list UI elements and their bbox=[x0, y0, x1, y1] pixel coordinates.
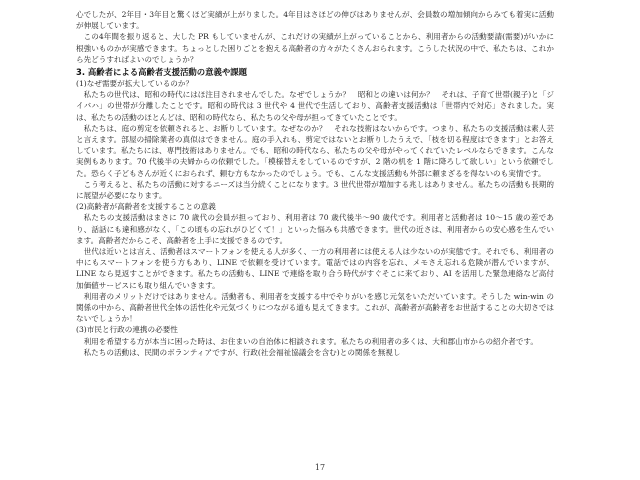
section-title: 3. 高齢者による高齢者支援活動の意義や課題 bbox=[76, 67, 248, 78]
sub3-paragraph-0: 利用を希望する方が本当に困った時は、お住まいの自治体に相談されます。私たちの利用者の多くは、大和郡山市からの紹介者です。 bbox=[83, 336, 538, 346]
sub2-paragraph-1: 世代は近いとは言え、活動者はスマートフォンを使える人が多く、一方の利用者には使える人は少ないのが実態です。それでも、利用者の中にもスマートフォンを使う方もあり、LINE で依頼を受けています。電話ではの内容を忘れ、メモさえ忘れる危険が潜んでいますが、LINE なら見返すことができます。私たちの活動も、LINE で連絡を取り合う時代がすぐそこに来ており、AI を活用した緊急連絡など高付加価値サービスにも取り組んでいきます。 bbox=[76, 247, 554, 290]
subsection-title-1: (1)なぜ需要が拡大しているのか？ bbox=[76, 79, 194, 89]
paragraph-top-1: この4年間を振り返ると、大した PR もしていませんが、これだけの実績が上がっていることから、利用者からの活動要請(需要)がいかに根強いものかが実感できます。ちょっとした困りごとを抱える高齢者の方々がたくさんおられます。こうした状況の中で、私たちは、これから先どうすればよいのでしょうか？ bbox=[76, 32, 554, 64]
sub1-paragraph-2: こう考えると、私たちの活動に対するニーズは当分続くことになります。3 世代世帯が増加する兆しはありません。私たちの活動も長期的に展望が必要になります。 bbox=[76, 179, 554, 201]
sub2-paragraph-2: 利用者のメリットだけではありません。活動者も、利用者を支援する中でやりがいを感じ元気をいただいています。そうした win-win の関係の中から、高齢者世代全体の活性化や元気づくりにつながる道も見えてきます。これが、高齢者が高齢者をお世話することの大切さではないでしょうか！ bbox=[76, 291, 554, 324]
sub1-paragraph-0: 私たちの世代は、昭和の時代にはほ注目されませんでした。なぜでしょうか？ 昭和との違いは何か？ それは、子育て世帯(親子)と「ジイバハ」の世帯が分離したことです。昭和の時代は 3 世代や 4 世代で生活しており、高齢者支援活動は「世帯内で対応」されました。実は、私たちの活動のほとんどは、昭和の時代なら、私たちの父や母が担ってきていたことです。 bbox=[76, 90, 554, 122]
paragraph-top-0: 心でしたが、2年目・3年目と驚くほど実績が上がりました。4年目はさほどの伸びはありませんが、会員数の増加傾向からみても着実に活動が伸展しています。 bbox=[76, 10, 554, 31]
subsection-title-3: (3)市民と行政の連携の必要性 bbox=[76, 325, 178, 335]
page-content bbox=[76, 9, 554, 358]
sub3-paragraph-1: 私たちの活動は、民間のボランティアですが、行政(社会福祉協議会を含む)との関係を無視し bbox=[83, 347, 401, 357]
sub2-paragraph-0: 私たちの支援活動はまさに 70 歳代の会員が担っており、利用者は 70 歳代後半〜90 歳代です。利用者と活動者は 10〜15 歳の差であり、話話にも違和感がなく、「この頃もの忘れがひどくて！」といった悩みも共感できます。世代の近さは、利用者からの安心感を生んでいます。高齢者だからこそ、高齢者を上手に支援できるのです。 bbox=[76, 213, 554, 245]
page-number: 17 bbox=[314, 463, 326, 472]
subsection-title-2: (2)高齢者が高齢者を支援することの意義 bbox=[76, 202, 216, 212]
sub1-paragraph-1: 私たちは、庭の剪定を依頼されると、お断りしています。なぜなのか？ それな技術はないからです。つまり、私たちの支援活動は素人芸と言えます。部屋の掃除業者の真似はできません。庭の手入れも、剪定ではないとお断りしたうえで、「枝を切る程度はできます」とお答えしています。私たちには、専門技術はありません。でも、昭和の時代なら、私たちの父や母がやってくれていたレベルならできます。こんな実例もあります。70 代後半の夫婦からの依頼でした。「模様替えをしているのですが、2 階の机を 1 階に降ろして欲しい」という依頼でした。恐らく子どもさんが近くにおられず、頼む方もなかったのでしょう。でも、こんな支援活動も外部に頼まざるを得ないのも実情です。 bbox=[76, 123, 554, 178]
